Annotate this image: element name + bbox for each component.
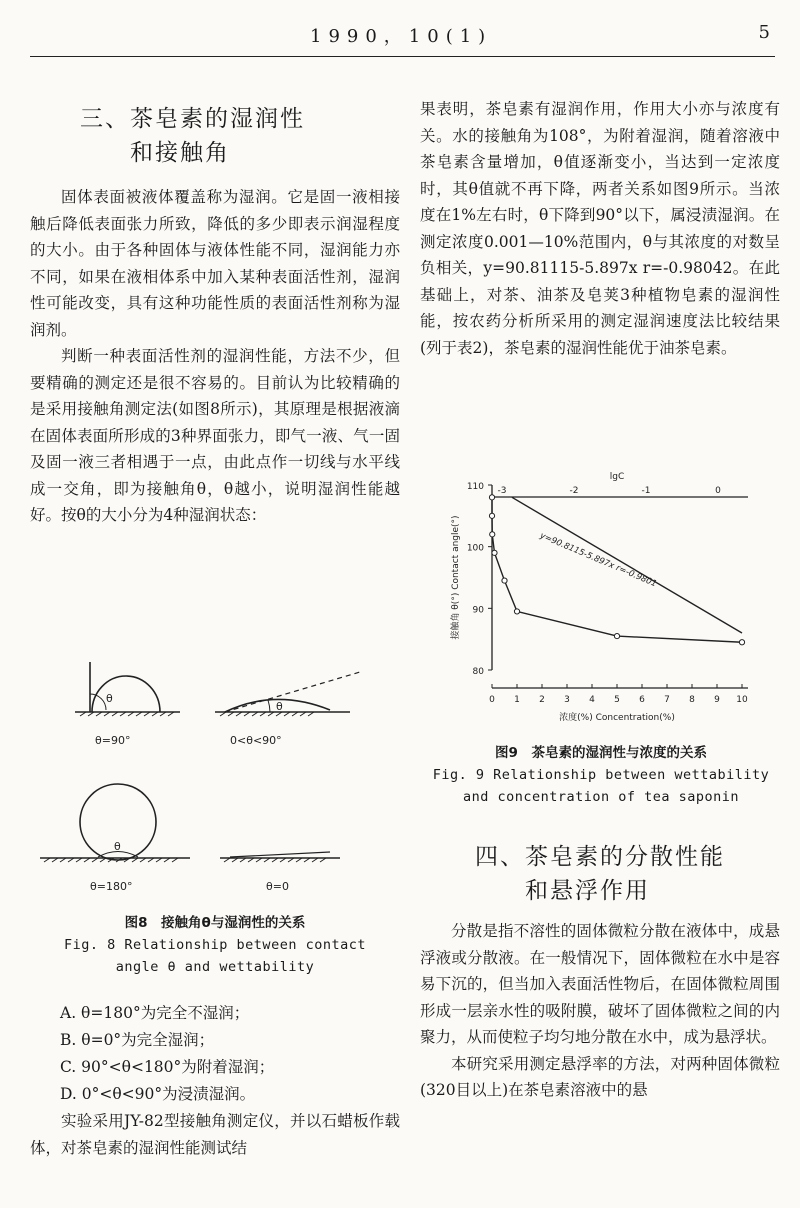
x-tick-label: 6 [639, 695, 645, 705]
regression-annotation: y=90.8115-5.897x r=-0.9801 [538, 530, 659, 590]
diagram-theta-90 [75, 662, 180, 716]
list-item: B. θ=0°为完全湿润； [60, 1031, 215, 1049]
x-axis-label: 浓度(%) Concentration(%) [559, 713, 675, 723]
y-tick-label: 110 [466, 482, 484, 492]
y-axis-label: 接触角 θ(°) Contact angle(°) [451, 515, 461, 640]
results-para: 果表明，茶皂素有湿润作用，作用大小亦与浓度有关。水的接触角为108°，为附着湿润，随着溶液中茶皂素含量增加，θ值逐渐变小，当达到一定浓度时，其θ值就不再下降，两者关系如图9所示。当浓度在1%左右时，θ下降到90°以下，属浸渍湿润。在测定浓度0.001—10%范围内，θ与其浓度的对数呈负相关，y=90.81115-5.897x r=-0.98042。在此基础上，对茶、油茶及皂荚3种植物皂素的湿润性能，按农药分析所采用的测定湿润速度法比较结果(列于表2)，茶皂素的湿润性能优于油茶皂素。 [420, 100, 780, 357]
figure-9-caption [420, 742, 782, 808]
section4-para2: 本研究采用测定悬浮率的方法，对两种固体微粒(320目以上)在茶皂素溶液中的悬 [420, 1054, 780, 1099]
section4-para1: 分散是指不溶性的固体微粒分散在液体中，成悬浮液或分散液。在一般情况下，固体微粒在水中是容易下沉的，但当加入表面活性物后，在固体微粒周围形成一层亲水性的吸附膜，破坏了固体微粒之间的内聚力，从而使粒子均匀地分散在水中，成为悬浮状。 [420, 922, 780, 1046]
wetting-states-list [60, 1000, 400, 1108]
figure-8-caption [30, 912, 400, 978]
y-tick-label: 90 [472, 605, 484, 616]
y-tick-label: 80 [472, 667, 484, 677]
label-theta-0: θ=0 [266, 880, 289, 893]
data-point [502, 578, 507, 583]
label-theta-90: θ=90° [95, 734, 131, 747]
x2-axis-label: lgC [609, 472, 625, 482]
figure-8-caption-zh: 图8 接触角θ与湿润性的关系 [124, 915, 306, 931]
x2-tick-label: -3 [497, 486, 507, 496]
x2-tick-label: -1 [641, 486, 651, 496]
x-tick-label: 10 [736, 695, 748, 705]
diagram-theta-0 [220, 852, 340, 862]
section3-para2: 判断一种表面活性剂的湿润性能，方法不少，但要精确的测定还是很不容易的。目前认为比较精确的是采用接触角测定法(如图8所示)，其原理是根据液滴在固体表面所形成的3种界面张力，即气一液、气一固及固一液三者相遇于一点，由此点作一切线与水平线成一交角，即为接触角θ，θ越小，说明湿润性能越好。按θ的大小分为4种湿润状态： [30, 347, 400, 524]
left-column-top [30, 102, 400, 529]
x-tick-label: 4 [589, 695, 595, 705]
x-tick-label: 5 [614, 695, 620, 705]
figure-9-caption-en-1: Fig. 9 Relationship between wettability [432, 767, 770, 783]
x-tick-label: 1 [514, 695, 520, 705]
section4-title: 四、茶皂素的分散性能 和悬浮作用 [475, 844, 725, 904]
figure-8-caption-en-1: Fig. 8 Relationship between contact [64, 937, 366, 953]
theta-label-a: θ [106, 692, 113, 705]
journal-issue: 1990，10(1) [310, 26, 493, 47]
figure-9-caption-zh: 图9 茶皂素的湿润性与浓度的关系 [495, 745, 707, 761]
data-point [489, 495, 494, 500]
x-tick-label: 9 [714, 695, 720, 705]
x2-tick-label: -2 [569, 486, 579, 496]
right-column-top [420, 96, 780, 361]
list-item: D. 0°<θ<90°为浸渍湿润。 [60, 1085, 256, 1103]
data-point [739, 640, 744, 645]
x-tick-label: 0 [489, 695, 495, 705]
left-column-bottom [30, 1108, 400, 1162]
label-theta-acute: 0<θ<90° [230, 734, 282, 747]
diagram-theta-acute [215, 672, 360, 716]
theta-label-c: θ [114, 840, 121, 853]
experiment-para: 实验采用JY-82型接触角测定仪，并以石蜡板作载体，对茶皂素的湿润性能测试结 [30, 1112, 400, 1157]
x2-tick-label: 0 [715, 486, 721, 496]
x-tick-label: 8 [689, 695, 695, 705]
figure-9-caption-en-2: and concentration of tea saponin [462, 789, 740, 805]
label-theta-180: θ=180° [90, 880, 133, 893]
page-number: 5 [758, 22, 770, 43]
data-point [489, 513, 494, 518]
list-item: A. θ=180°为完全不湿润； [60, 1004, 250, 1022]
list-item: C. 90°<θ<180°为附着湿润； [60, 1058, 275, 1076]
figure-8-caption-en-2: angle θ and wettability [115, 959, 315, 975]
data-point [492, 550, 497, 555]
data-point [490, 532, 495, 537]
figure-8-diagram [30, 650, 400, 910]
section3-title: 三、茶皂素的湿润性 和接触角 [80, 106, 305, 166]
page-header [30, 22, 770, 52]
header-rule [30, 56, 775, 57]
theta-label-b: θ [276, 700, 283, 713]
section3-para1: 固体表面被液体覆盖称为湿润。它是固一液相接触后降低表面张力所致，降低的多少即表示润湿程度的大小。由于各种固体与液体性能不同，湿润能力亦不同，如果在液相体系中加入某种表面活性剂，湿润性可能改变，具有这种功能性质的表面活性剂称为湿润剂。 [30, 188, 400, 339]
series-line-1 [512, 497, 742, 633]
x-tick-label: 7 [664, 695, 670, 705]
figure-9-chart [420, 455, 780, 740]
y-tick-label: 100 [466, 543, 484, 554]
right-column-bottom [420, 840, 780, 1104]
x-tick-label: 2 [539, 695, 545, 705]
data-point [514, 609, 519, 614]
x-tick-label: 3 [564, 695, 570, 705]
data-point [614, 633, 619, 638]
